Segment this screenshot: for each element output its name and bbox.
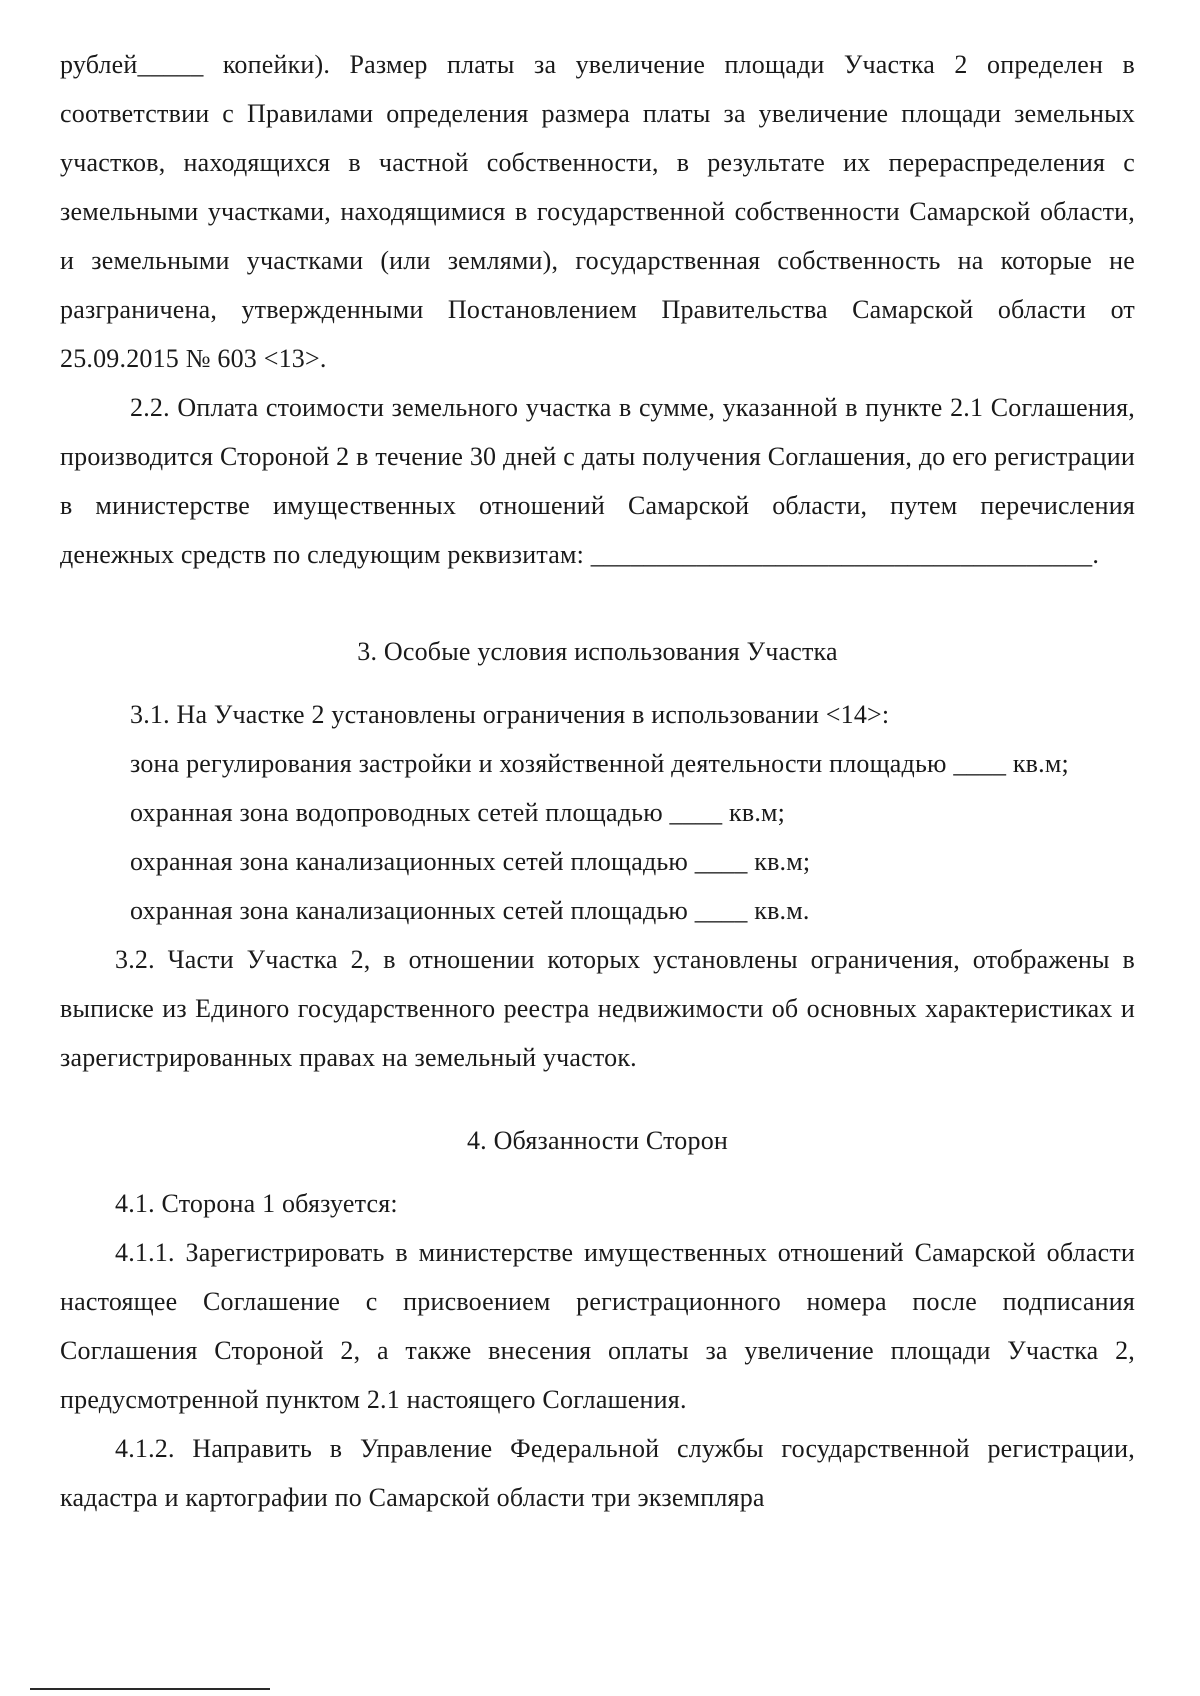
restriction-item-sewerage-1: охранная зона канализационных сетей площадью ____ кв.м; <box>130 847 811 876</box>
restriction-item-sewerage-2: охранная зона канализационных сетей площадью ____ кв.м. <box>130 896 810 925</box>
footnote-separator <box>30 1688 270 1690</box>
section-heading-3: 3. Особые условия использования Участка <box>357 637 838 666</box>
paragraph-4-1: 4.1. Сторона 1 обязуется: <box>115 1189 398 1218</box>
restriction-item-regulation-zone: зона регулирования застройки и хозяйственной деятельности площадью ____ кв.м; <box>130 749 1069 778</box>
document-body <box>60 40 1135 1522</box>
paragraph-3-1: 3.1. На Участке 2 установлены ограничения в использовании <14>: <box>130 700 890 729</box>
paragraph-4-1-1: 4.1.1. Зарегистрировать в министерстве имущественных отношений Самарской области настоящее Соглашение с присвоением регистрационного номера после подписания Соглашения Стороной 2, а также внесения оплаты за увеличение площади Участка 2, предусмотренной пунктом 2.1 настоящего Соглашения. <box>60 1238 1135 1414</box>
paragraph-3-2: 3.2. Части Участка 2, в отношении которых установлены ограничения, отображены в выписке из Единого государственного реестра недвижимости об основных характеристиках и зарегистрированных правах на земельный участок. <box>60 945 1135 1072</box>
restriction-item-water-supply: охранная зона водопроводных сетей площадью ____ кв.м; <box>130 798 786 827</box>
paragraph-2-2: 2.2. Оплата стоимости земельного участка в сумме, указанной в пункте 2.1 Соглашения, производится Стороной 2 в течение 30 дней с даты получения Соглашения, до его регистрации в министерстве имущественных отношений Самарской области, путем перечисления денежных средств по следующим реквизитам: ______________________________________. <box>60 393 1135 569</box>
paragraph-continuation: рублей_____ копейки). Размер платы за увеличение площади Участка 2 определен в соответствии с Правилами определения размера платы за увеличение площади земельных участков, находящихся в частной собственности, в результате их перераспределения с земельными участками, находящимися в государственной собственности Самарской области, и земельными участками (или землями), государственная собственность на которые не разграничена, утвержденными Постановлением Правительства Самарской области от 25.09.2015 № 603 <13>. <box>60 50 1135 373</box>
section-heading-4: 4. Обязанности Сторон <box>466 1126 729 1155</box>
paragraph-4-1-2: 4.1.2. Направить в Управление Федеральной службы государственной регистрации, кадастра и картографии по Самарской области три экземпляра <box>60 1434 1135 1512</box>
